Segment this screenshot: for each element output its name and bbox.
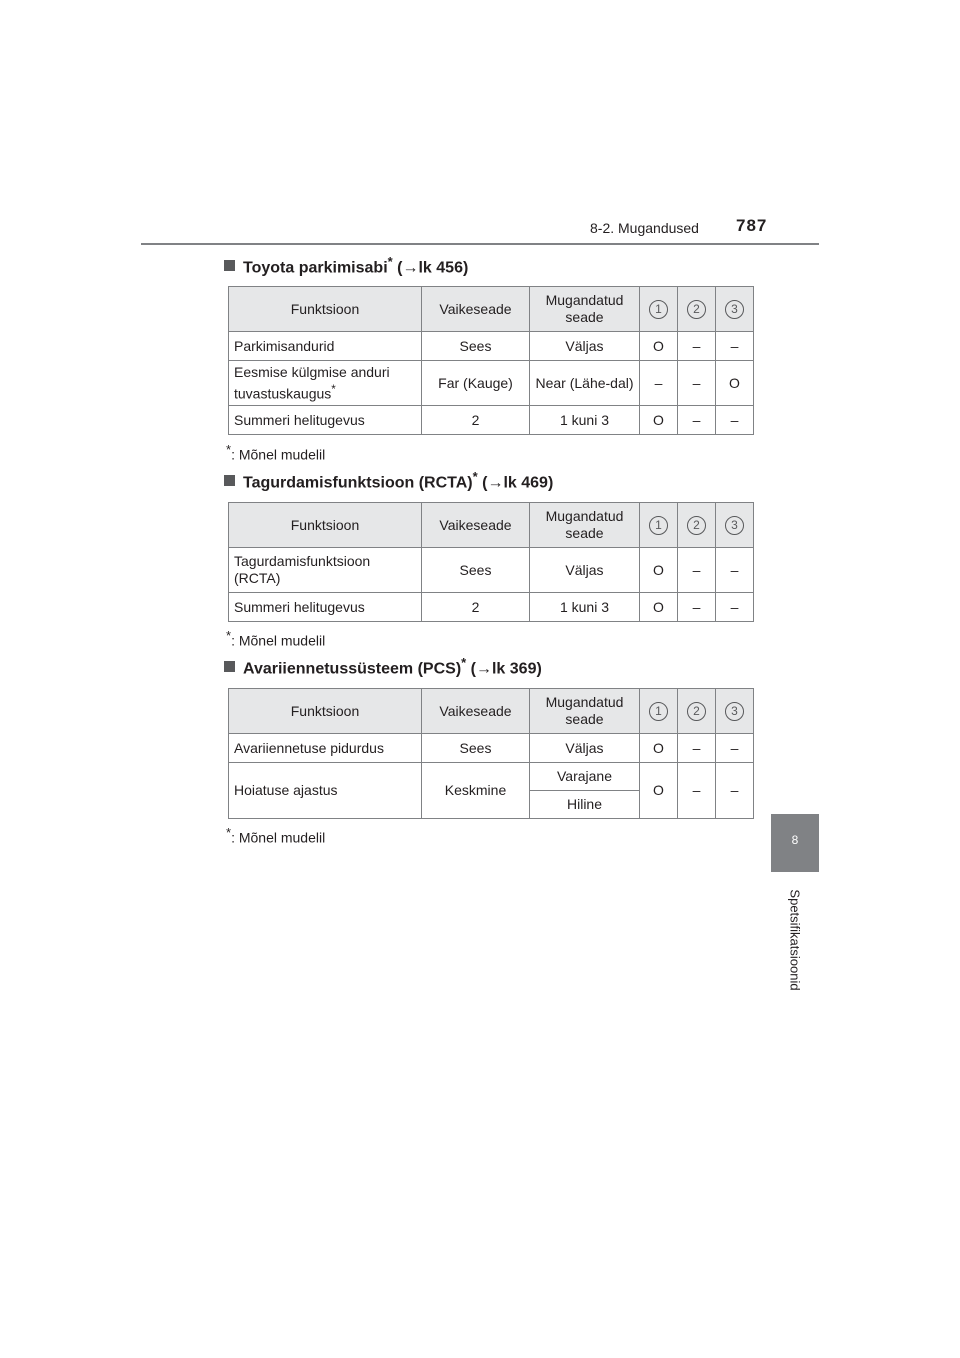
table-row: Avariiennetuse pidurdus Sees Väljas O – – bbox=[229, 734, 754, 763]
section-title-parking: Toyota parkimisabi* (→lk 456) bbox=[224, 254, 468, 277]
page-number: 787 bbox=[736, 216, 768, 235]
table-row: Hoiatuse ajastus Keskmine Varajane O – – bbox=[229, 763, 754, 791]
table-header-row: Funktsioon Vaikeseade Mugandatud seade 1 2 3 bbox=[229, 503, 754, 548]
circled-1-icon: 1 bbox=[649, 516, 668, 535]
table-row: Eesmise külgmise anduri tuvastuskaugus* Far (Kauge) Near (Lähe-dal) – – O bbox=[229, 361, 754, 406]
circled-2-icon: 2 bbox=[687, 702, 706, 721]
footnote: *: Mõnel mudelil bbox=[226, 628, 326, 649]
table-row: Parkimisandurid Sees Väljas O – – bbox=[229, 332, 754, 361]
circled-3-icon: 3 bbox=[725, 702, 744, 721]
settings-table-pcs bbox=[228, 688, 754, 819]
circled-2-icon: 2 bbox=[687, 516, 706, 535]
circled-1-icon: 1 bbox=[649, 300, 668, 319]
circled-3-icon: 3 bbox=[725, 300, 744, 319]
section-title-rcta: Tagurdamisfunktsioon (RCTA)* (→lk 469) bbox=[224, 469, 553, 492]
settings-table-rcta bbox=[228, 502, 754, 622]
table-row: Tagurdamisfunktsioon (RCTA) Sees Väljas O – – bbox=[229, 548, 754, 593]
footnote: *: Mõnel mudelil bbox=[226, 825, 326, 846]
table-row: Summeri helitugevus 2 1 kuni 3 O – – bbox=[229, 406, 754, 435]
circled-3-icon: 3 bbox=[725, 516, 744, 535]
table-row: Hiline bbox=[229, 791, 754, 819]
circled-1-icon: 1 bbox=[649, 702, 668, 721]
chapter-label: Spetsifikatsioonid bbox=[787, 889, 803, 991]
section-header: 8-2. Mugandused bbox=[590, 220, 699, 236]
circled-2-icon: 2 bbox=[687, 300, 706, 319]
footnote: *: Mõnel mudelil bbox=[226, 442, 326, 463]
square-bullet-icon bbox=[224, 260, 235, 271]
chapter-tab: 8 bbox=[771, 814, 819, 872]
square-bullet-icon bbox=[224, 475, 235, 486]
table-row: Summeri helitugevus 2 1 kuni 3 O – – bbox=[229, 593, 754, 622]
section-title-pcs: Avariiennetussüsteem (PCS)* (→lk 369) bbox=[224, 655, 542, 678]
square-bullet-icon bbox=[224, 661, 235, 672]
header-divider bbox=[141, 243, 819, 245]
settings-table-parking bbox=[228, 286, 754, 435]
table-header-row: Funktsioon Vaikeseade Mugandatud seade 1 2 3 bbox=[229, 689, 754, 734]
table-header-row: Funktsioon Vaikeseade Mugandatud seade 1 2 3 bbox=[229, 287, 754, 332]
